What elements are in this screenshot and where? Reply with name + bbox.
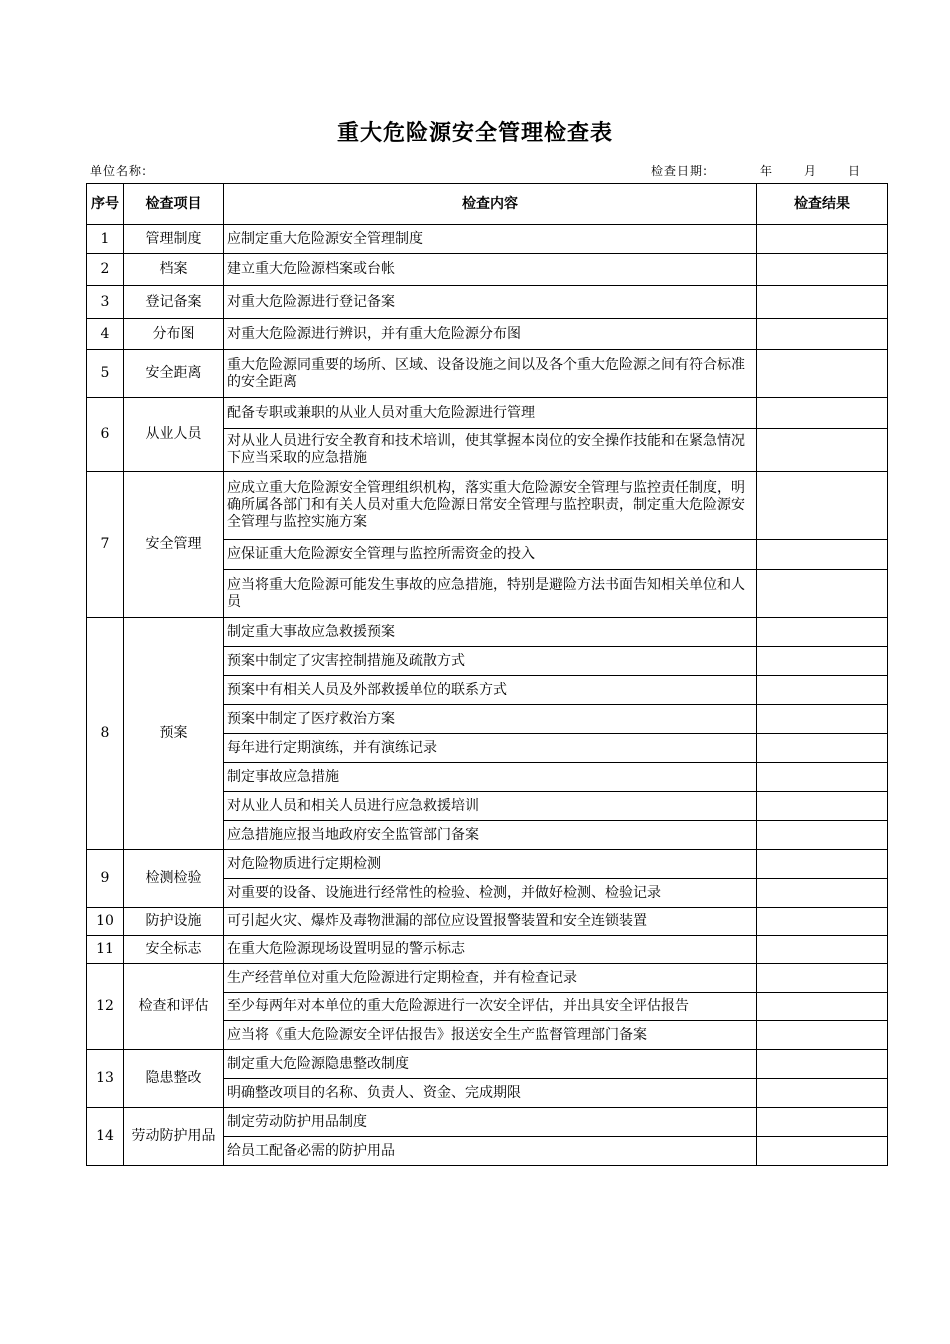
check-item: 劳动防护用品 <box>124 1108 224 1166</box>
check-content: 应当将《重大危险源安全评估报告》报送安全生产监督管理部门备案 <box>224 1021 757 1050</box>
check-content: 给员工配备必需的防护用品 <box>224 1137 757 1166</box>
inspection-table <box>86 183 888 1166</box>
table-header-row <box>87 184 888 225</box>
row-number: 12 <box>87 964 124 1050</box>
check-item: 隐患整改 <box>124 1050 224 1108</box>
check-item: 安全标志 <box>124 936 224 964</box>
check-result-cell[interactable] <box>757 429 888 472</box>
check-result-cell[interactable] <box>757 319 888 350</box>
check-date-label: 检查日期: <box>651 164 709 178</box>
check-content: 对从业人员进行安全教育和技术培训，使其掌握本岗位的安全操作技能和在紧急情况下应当采取的应急措施 <box>224 429 757 472</box>
check-result-cell[interactable] <box>757 286 888 319</box>
check-result-cell[interactable] <box>757 1108 888 1137</box>
check-item: 登记备案 <box>124 286 224 319</box>
check-item: 档案 <box>124 254 224 286</box>
check-content: 制定重大危险源隐患整改制度 <box>224 1050 757 1079</box>
date-fields <box>760 162 892 179</box>
row-number: 6 <box>87 398 124 472</box>
check-result-cell[interactable] <box>757 570 888 618</box>
check-content: 每年进行定期演练，并有演练记录 <box>224 734 757 763</box>
table-row <box>87 398 888 429</box>
check-content: 制定事故应急措施 <box>224 763 757 792</box>
check-item: 防护设施 <box>124 908 224 936</box>
check-result-cell[interactable] <box>757 908 888 936</box>
check-content: 对从业人员和相关人员进行应急救援培训 <box>224 792 757 821</box>
check-result-cell[interactable] <box>757 350 888 398</box>
check-result-cell[interactable] <box>757 879 888 908</box>
check-content: 对危险物质进行定期检测 <box>224 850 757 879</box>
table-row <box>87 350 888 398</box>
page-title: 重大危险源安全管理检查表 <box>336 121 613 146</box>
check-content: 建立重大危险源档案或台帐 <box>224 254 757 286</box>
check-item: 安全管理 <box>124 472 224 618</box>
month-label: 月 <box>804 164 818 178</box>
check-content: 重大危险源同重要的场所、区域、设备设施之间以及各个重大危险源之间有符合标准的安全距离 <box>224 350 757 398</box>
table-row <box>87 908 888 936</box>
check-item: 检测检验 <box>124 850 224 908</box>
check-content: 制定劳动防护用品制度 <box>224 1108 757 1137</box>
table-row <box>87 964 888 993</box>
row-number: 14 <box>87 1108 124 1166</box>
check-content: 明确整改项目的名称、负责人、资金、完成期限 <box>224 1079 757 1108</box>
header-result: 检查结果 <box>757 184 888 225</box>
check-result-cell[interactable] <box>757 821 888 850</box>
check-result-cell[interactable] <box>757 1050 888 1079</box>
check-result-cell[interactable] <box>757 964 888 993</box>
table-row <box>87 850 888 879</box>
check-content: 预案中制定了灾害控制措施及疏散方式 <box>224 647 757 676</box>
check-result-cell[interactable] <box>757 540 888 570</box>
check-item: 分布图 <box>124 319 224 350</box>
unit-name-label: 单位名称: <box>90 164 148 178</box>
check-result-cell[interactable] <box>757 792 888 821</box>
check-item: 管理制度 <box>124 225 224 254</box>
check-content: 对重大危险源进行辨识，并有重大危险源分布图 <box>224 319 757 350</box>
row-number: 9 <box>87 850 124 908</box>
table-row <box>87 1050 888 1079</box>
check-result-cell[interactable] <box>757 225 888 254</box>
check-item: 预案 <box>124 618 224 850</box>
check-result-cell[interactable] <box>757 993 888 1021</box>
table-row <box>87 286 888 319</box>
check-content: 应制定重大危险源安全管理制度 <box>224 225 757 254</box>
day-label: 日 <box>848 164 862 178</box>
row-number: 10 <box>87 908 124 936</box>
table-row <box>87 254 888 286</box>
check-result-cell[interactable] <box>757 618 888 647</box>
check-content: 预案中制定了医疗救治方案 <box>224 705 757 734</box>
check-result-cell[interactable] <box>757 398 888 429</box>
header-item: 检查项目 <box>124 184 224 225</box>
header-content: 检查内容 <box>224 184 757 225</box>
check-result-cell[interactable] <box>757 254 888 286</box>
check-content: 对重要的设备、设施进行经常性的检验、检测，并做好检测、检验记录 <box>224 879 757 908</box>
check-content: 制定重大事故应急救援预案 <box>224 618 757 647</box>
table-row <box>87 225 888 254</box>
check-content: 生产经营单位对重大危险源进行定期检查，并有检查记录 <box>224 964 757 993</box>
year-label: 年 <box>760 164 774 178</box>
row-number: 5 <box>87 350 124 398</box>
check-result-cell[interactable] <box>757 705 888 734</box>
check-item: 安全距离 <box>124 350 224 398</box>
row-number: 4 <box>87 319 124 350</box>
check-content: 在重大危险源现场设置明显的警示标志 <box>224 936 757 964</box>
check-item: 从业人员 <box>124 398 224 472</box>
table-body <box>87 225 888 1166</box>
header-no: 序号 <box>87 184 124 225</box>
check-result-cell[interactable] <box>757 850 888 879</box>
row-number: 2 <box>87 254 124 286</box>
table-row <box>87 936 888 964</box>
table-row <box>87 472 888 540</box>
check-content: 应急措施应报当地政府安全监管部门备案 <box>224 821 757 850</box>
check-item: 检查和评估 <box>124 964 224 1050</box>
check-content: 至少每两年对本单位的重大危险源进行一次安全评估，并出具安全评估报告 <box>224 993 757 1021</box>
check-content: 应保证重大危险源安全管理与监控所需资金的投入 <box>224 540 757 570</box>
check-content: 应当将重大危险源可能发生事故的应急措施，特别是避险方法书面告知相关单位和人员 <box>224 570 757 618</box>
check-result-cell[interactable] <box>757 734 888 763</box>
check-result-cell[interactable] <box>757 676 888 705</box>
check-content: 对重大危险源进行登记备案 <box>224 286 757 319</box>
check-result-cell[interactable] <box>757 1021 888 1050</box>
check-result-cell[interactable] <box>757 472 888 540</box>
row-number: 3 <box>87 286 124 319</box>
row-number: 13 <box>87 1050 124 1108</box>
check-result-cell[interactable] <box>757 1137 888 1166</box>
row-number: 7 <box>87 472 124 618</box>
check-content: 应成立重大危险源安全管理组织机构，落实重大危险源安全管理与监控责任制度，明确所属各部门和有关人员对重大危险源日常安全管理与监控职责，制定重大危险源安全管理与监控实施方案 <box>224 472 757 540</box>
check-content: 可引起火灾、爆炸及毒物泄漏的部位应设置报警装置和安全连锁装置 <box>224 908 757 936</box>
row-number: 11 <box>87 936 124 964</box>
table-row <box>87 1108 888 1137</box>
check-result-cell[interactable] <box>757 647 888 676</box>
check-result-cell[interactable] <box>757 763 888 792</box>
row-number: 1 <box>87 225 124 254</box>
check-result-cell[interactable] <box>757 936 888 964</box>
check-result-cell[interactable] <box>757 1079 888 1108</box>
table-row <box>87 319 888 350</box>
table-row <box>87 618 888 647</box>
check-content: 预案中有相关人员及外部救援单位的联系方式 <box>224 676 757 705</box>
row-number: 8 <box>87 618 124 850</box>
check-content: 配备专职或兼职的从业人员对重大危险源进行管理 <box>224 398 757 429</box>
